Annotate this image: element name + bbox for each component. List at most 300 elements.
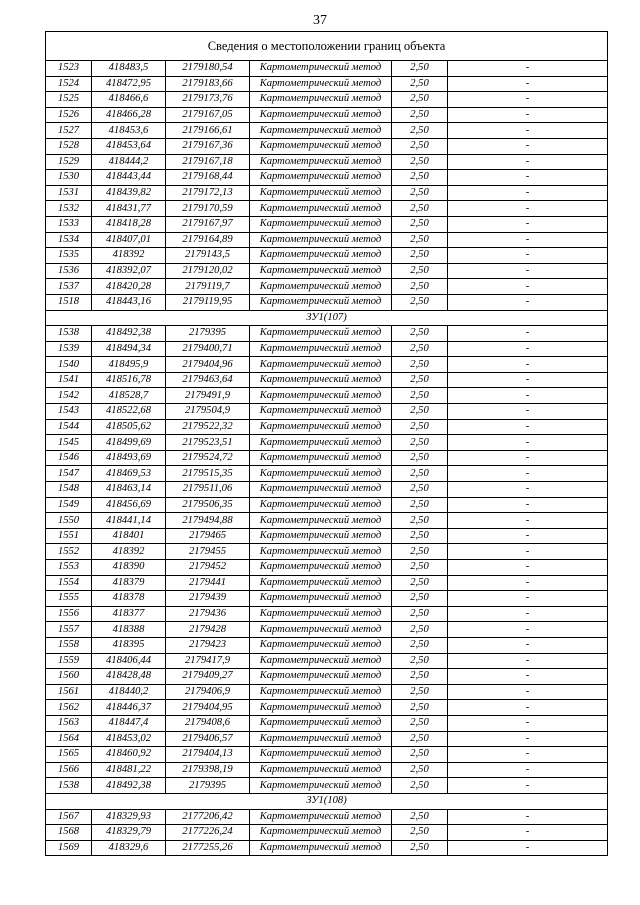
x-coordinate-cell: 418443,44 (92, 170, 166, 186)
point-number-cell: 1529 (46, 154, 92, 170)
y-coordinate-cell: 2179515,35 (166, 466, 250, 482)
table-row (46, 61, 608, 77)
table-row (46, 263, 608, 279)
x-coordinate-cell: 418407,01 (92, 232, 166, 248)
x-coordinate-cell: 418329,79 (92, 825, 166, 841)
note-cell: - (448, 840, 608, 856)
y-coordinate-cell: 2179406,9 (166, 684, 250, 700)
x-coordinate-cell: 418493,69 (92, 450, 166, 466)
table-row (46, 248, 608, 264)
accuracy-cell: 2,50 (392, 263, 448, 279)
x-coordinate-cell: 418418,28 (92, 216, 166, 232)
note-cell: - (448, 326, 608, 342)
point-number-cell: 1564 (46, 731, 92, 747)
x-coordinate-cell: 418441,14 (92, 513, 166, 529)
x-coordinate-cell: 418428,48 (92, 669, 166, 685)
point-number-cell: 1569 (46, 840, 92, 856)
accuracy-cell: 2,50 (392, 61, 448, 77)
accuracy-cell: 2,50 (392, 622, 448, 638)
x-coordinate-cell: 418516,78 (92, 372, 166, 388)
method-cell: Картометрический метод (250, 606, 392, 622)
method-cell: Картометрический метод (250, 637, 392, 653)
note-cell: - (448, 154, 608, 170)
point-number-cell: 1538 (46, 326, 92, 342)
y-coordinate-cell: 2179455 (166, 544, 250, 560)
table-row (46, 294, 608, 310)
note-cell: - (448, 669, 608, 685)
point-number-cell: 1525 (46, 92, 92, 108)
y-coordinate-cell: 2179491,9 (166, 388, 250, 404)
table-row (46, 513, 608, 529)
table-row (46, 653, 608, 669)
note-cell: - (448, 637, 608, 653)
table-row (46, 201, 608, 217)
table-row (46, 388, 608, 404)
method-cell: Картометрический метод (250, 762, 392, 778)
note-cell: - (448, 232, 608, 248)
table-row (46, 731, 608, 747)
x-coordinate-cell: 418495,9 (92, 357, 166, 373)
accuracy-cell: 2,50 (392, 606, 448, 622)
point-number-cell: 1568 (46, 825, 92, 841)
method-cell: Картометрический метод (250, 482, 392, 498)
y-coordinate-cell: 2179452 (166, 560, 250, 576)
method-cell: Картометрический метод (250, 341, 392, 357)
point-number-cell: 1563 (46, 715, 92, 731)
y-coordinate-cell: 2179441 (166, 575, 250, 591)
accuracy-cell: 2,50 (392, 388, 448, 404)
note-cell: - (448, 747, 608, 763)
point-number-cell: 1545 (46, 435, 92, 451)
note-cell: - (448, 762, 608, 778)
x-coordinate-cell: 418472,95 (92, 76, 166, 92)
note-cell: - (448, 715, 608, 731)
y-coordinate-cell: 2179166,61 (166, 123, 250, 139)
accuracy-cell: 2,50 (392, 669, 448, 685)
x-coordinate-cell: 418439,82 (92, 185, 166, 201)
note-cell: - (448, 653, 608, 669)
y-coordinate-cell: 2179436 (166, 606, 250, 622)
accuracy-cell: 2,50 (392, 404, 448, 420)
accuracy-cell: 2,50 (392, 560, 448, 576)
accuracy-cell: 2,50 (392, 809, 448, 825)
x-coordinate-cell: 418377 (92, 606, 166, 622)
table-row (46, 357, 608, 373)
accuracy-cell: 2,50 (392, 357, 448, 373)
table-row (46, 575, 608, 591)
y-coordinate-cell: 2177206,42 (166, 809, 250, 825)
accuracy-cell: 2,50 (392, 341, 448, 357)
accuracy-cell: 2,50 (392, 653, 448, 669)
point-number-cell: 1528 (46, 138, 92, 154)
x-coordinate-cell: 418492,38 (92, 778, 166, 794)
method-cell: Картометрический метод (250, 419, 392, 435)
y-coordinate-cell: 2177226,24 (166, 825, 250, 841)
note-cell: - (448, 482, 608, 498)
note-cell: - (448, 107, 608, 123)
y-coordinate-cell: 2179119,7 (166, 279, 250, 295)
note-cell: - (448, 528, 608, 544)
x-coordinate-cell: 418431,77 (92, 201, 166, 217)
method-cell: Картометрический метод (250, 404, 392, 420)
y-coordinate-cell: 2179404,95 (166, 700, 250, 716)
method-cell: Картометрический метод (250, 92, 392, 108)
y-coordinate-cell: 2179167,18 (166, 154, 250, 170)
point-number-cell: 1523 (46, 61, 92, 77)
accuracy-cell: 2,50 (392, 575, 448, 591)
y-coordinate-cell: 2179439 (166, 591, 250, 607)
x-coordinate-cell: 418440,2 (92, 684, 166, 700)
x-coordinate-cell: 418420,28 (92, 279, 166, 295)
boundary-coordinates-table (45, 31, 608, 856)
method-cell: Картометрический метод (250, 731, 392, 747)
point-number-cell: 1526 (46, 107, 92, 123)
point-number-cell: 1544 (46, 419, 92, 435)
method-cell: Картометрический метод (250, 622, 392, 638)
method-cell: Картометрический метод (250, 684, 392, 700)
accuracy-cell: 2,50 (392, 637, 448, 653)
y-coordinate-cell: 2179465 (166, 528, 250, 544)
y-coordinate-cell: 2179395 (166, 778, 250, 794)
table-row (46, 606, 608, 622)
note-cell: - (448, 622, 608, 638)
note-cell: - (448, 263, 608, 279)
x-coordinate-cell: 418466,6 (92, 92, 166, 108)
accuracy-cell: 2,50 (392, 513, 448, 529)
method-cell: Картометрический метод (250, 232, 392, 248)
point-number-cell: 1531 (46, 185, 92, 201)
accuracy-cell: 2,50 (392, 279, 448, 295)
method-cell: Картометрический метод (250, 466, 392, 482)
accuracy-cell: 2,50 (392, 92, 448, 108)
point-number-cell: 1543 (46, 404, 92, 420)
page-number: 37 (313, 13, 327, 28)
note-cell: - (448, 294, 608, 310)
y-coordinate-cell: 2179120,02 (166, 263, 250, 279)
x-coordinate-cell: 418444,2 (92, 154, 166, 170)
point-number-cell: 1566 (46, 762, 92, 778)
y-coordinate-cell: 2179408,6 (166, 715, 250, 731)
accuracy-cell: 2,50 (392, 138, 448, 154)
accuracy-cell: 2,50 (392, 482, 448, 498)
note-cell: - (448, 341, 608, 357)
method-cell: Картометрический метод (250, 279, 392, 295)
note-cell: - (448, 591, 608, 607)
note-cell: - (448, 513, 608, 529)
point-number-cell: 1556 (46, 606, 92, 622)
accuracy-cell: 2,50 (392, 419, 448, 435)
table-row (46, 482, 608, 498)
table-row (46, 404, 608, 420)
note-cell: - (448, 544, 608, 560)
note-cell: - (448, 404, 608, 420)
point-number-cell: 1559 (46, 653, 92, 669)
point-number-cell: 1533 (46, 216, 92, 232)
method-cell: Картометрический метод (250, 388, 392, 404)
y-coordinate-cell: 2179164,89 (166, 232, 250, 248)
point-number-cell: 1551 (46, 528, 92, 544)
point-number-cell: 1558 (46, 637, 92, 653)
x-coordinate-cell: 418528,7 (92, 388, 166, 404)
method-cell: Картометрический метод (250, 840, 392, 856)
note-cell: - (448, 450, 608, 466)
table-row (46, 450, 608, 466)
y-coordinate-cell: 2179170,59 (166, 201, 250, 217)
point-number-cell: 1550 (46, 513, 92, 529)
table-row (46, 747, 608, 763)
point-number-cell: 1532 (46, 201, 92, 217)
y-coordinate-cell: 2179504,9 (166, 404, 250, 420)
method-cell: Картометрический метод (250, 123, 392, 139)
table-row (46, 216, 608, 232)
y-coordinate-cell: 2179183,66 (166, 76, 250, 92)
point-number-cell: 1518 (46, 294, 92, 310)
point-number-cell: 1530 (46, 170, 92, 186)
method-cell: Картометрический метод (250, 170, 392, 186)
note-cell: - (448, 76, 608, 92)
method-cell: Картометрический метод (250, 154, 392, 170)
table-row (46, 622, 608, 638)
note-cell: - (448, 372, 608, 388)
table-row (46, 637, 608, 653)
note-cell: - (448, 138, 608, 154)
method-cell: Картометрический метод (250, 138, 392, 154)
accuracy-cell: 2,50 (392, 466, 448, 482)
note-cell: - (448, 419, 608, 435)
point-number-cell: 1536 (46, 263, 92, 279)
note-cell: - (448, 684, 608, 700)
x-coordinate-cell: 418456,69 (92, 497, 166, 513)
method-cell: Картометрический метод (250, 61, 392, 77)
point-number-cell: 1552 (46, 544, 92, 560)
y-coordinate-cell: 2179173,76 (166, 92, 250, 108)
x-coordinate-cell: 418494,34 (92, 341, 166, 357)
table-row (46, 123, 608, 139)
method-cell: Картометрический метод (250, 575, 392, 591)
x-coordinate-cell: 418392 (92, 544, 166, 560)
y-coordinate-cell: 2179168,44 (166, 170, 250, 186)
note-cell: - (448, 435, 608, 451)
accuracy-cell: 2,50 (392, 591, 448, 607)
table-row (46, 544, 608, 560)
table-row (46, 419, 608, 435)
y-coordinate-cell: 2179428 (166, 622, 250, 638)
x-coordinate-cell: 418481,22 (92, 762, 166, 778)
point-number-cell: 1541 (46, 372, 92, 388)
table-row (46, 560, 608, 576)
y-coordinate-cell: 2179522,32 (166, 419, 250, 435)
x-coordinate-cell: 418499,69 (92, 435, 166, 451)
point-number-cell: 1542 (46, 388, 92, 404)
accuracy-cell: 2,50 (392, 326, 448, 342)
x-coordinate-cell: 418378 (92, 591, 166, 607)
x-coordinate-cell: 418453,6 (92, 123, 166, 139)
table-row (46, 107, 608, 123)
point-number-cell: 1561 (46, 684, 92, 700)
method-cell: Картометрический метод (250, 653, 392, 669)
accuracy-cell: 2,50 (392, 528, 448, 544)
x-coordinate-cell: 418446,37 (92, 700, 166, 716)
note-cell: - (448, 92, 608, 108)
method-cell: Картометрический метод (250, 497, 392, 513)
y-coordinate-cell: 2179423 (166, 637, 250, 653)
table-body (46, 32, 608, 856)
table-row (46, 669, 608, 685)
point-number-cell: 1554 (46, 575, 92, 591)
x-coordinate-cell: 418453,02 (92, 731, 166, 747)
note-cell: - (448, 170, 608, 186)
x-coordinate-cell: 418406,44 (92, 653, 166, 669)
y-coordinate-cell: 2179143,5 (166, 248, 250, 264)
point-number-cell: 1549 (46, 497, 92, 513)
y-coordinate-cell: 2179511,06 (166, 482, 250, 498)
point-number-cell: 1534 (46, 232, 92, 248)
point-number-cell: 1538 (46, 778, 92, 794)
method-cell: Картометрический метод (250, 513, 392, 529)
accuracy-cell: 2,50 (392, 715, 448, 731)
x-coordinate-cell: 418483,5 (92, 61, 166, 77)
x-coordinate-cell: 418388 (92, 622, 166, 638)
note-cell: - (448, 248, 608, 264)
point-number-cell: 1560 (46, 669, 92, 685)
table-row (46, 154, 608, 170)
x-coordinate-cell: 418453,64 (92, 138, 166, 154)
accuracy-cell: 2,50 (392, 154, 448, 170)
note-cell: - (448, 357, 608, 373)
method-cell: Картометрический метод (250, 715, 392, 731)
point-number-cell: 1548 (46, 482, 92, 498)
note-cell: - (448, 388, 608, 404)
y-coordinate-cell: 2179395 (166, 326, 250, 342)
table-row (46, 466, 608, 482)
y-coordinate-cell: 2177255,26 (166, 840, 250, 856)
accuracy-cell: 2,50 (392, 747, 448, 763)
note-cell: - (448, 497, 608, 513)
table-row (46, 497, 608, 513)
point-number-cell: 1562 (46, 700, 92, 716)
point-number-cell: 1546 (46, 450, 92, 466)
y-coordinate-cell: 2179409,27 (166, 669, 250, 685)
y-coordinate-cell: 2179119,95 (166, 294, 250, 310)
note-cell: - (448, 700, 608, 716)
table-row (46, 185, 608, 201)
y-coordinate-cell: 2179180,54 (166, 61, 250, 77)
table-row (46, 372, 608, 388)
y-coordinate-cell: 2179506,35 (166, 497, 250, 513)
method-cell: Картометрический метод (250, 700, 392, 716)
note-cell: - (448, 201, 608, 217)
note-cell: - (448, 216, 608, 232)
accuracy-cell: 2,50 (392, 840, 448, 856)
method-cell: Картометрический метод (250, 357, 392, 373)
x-coordinate-cell: 418401 (92, 528, 166, 544)
method-cell: Картометрический метод (250, 76, 392, 92)
accuracy-cell: 2,50 (392, 76, 448, 92)
method-cell: Картометрический метод (250, 201, 392, 217)
note-cell: - (448, 606, 608, 622)
section-title: ЗУ1(107) (46, 310, 608, 326)
method-cell: Картометрический метод (250, 107, 392, 123)
table-row (46, 778, 608, 794)
point-number-cell: 1539 (46, 341, 92, 357)
accuracy-cell: 2,50 (392, 497, 448, 513)
x-coordinate-cell: 418460,92 (92, 747, 166, 763)
x-coordinate-cell: 418329,93 (92, 809, 166, 825)
method-cell: Картометрический метод (250, 372, 392, 388)
note-cell: - (448, 560, 608, 576)
y-coordinate-cell: 2179523,51 (166, 435, 250, 451)
x-coordinate-cell: 418447,4 (92, 715, 166, 731)
note-cell: - (448, 61, 608, 77)
table-row (46, 591, 608, 607)
point-number-cell: 1565 (46, 747, 92, 763)
section-header-row (46, 310, 608, 326)
x-coordinate-cell: 418392 (92, 248, 166, 264)
method-cell: Картометрический метод (250, 326, 392, 342)
accuracy-cell: 2,50 (392, 107, 448, 123)
table-row (46, 528, 608, 544)
method-cell: Картометрический метод (250, 747, 392, 763)
note-cell: - (448, 809, 608, 825)
note-cell: - (448, 279, 608, 295)
accuracy-cell: 2,50 (392, 170, 448, 186)
table-row (46, 825, 608, 841)
accuracy-cell: 2,50 (392, 700, 448, 716)
y-coordinate-cell: 2179406,57 (166, 731, 250, 747)
x-coordinate-cell: 418392,07 (92, 263, 166, 279)
table-row (46, 684, 608, 700)
x-coordinate-cell: 418443,16 (92, 294, 166, 310)
table-row (46, 232, 608, 248)
table-row (46, 840, 608, 856)
accuracy-cell: 2,50 (392, 201, 448, 217)
table-row (46, 170, 608, 186)
accuracy-cell: 2,50 (392, 435, 448, 451)
point-number-cell: 1547 (46, 466, 92, 482)
x-coordinate-cell: 418466,28 (92, 107, 166, 123)
section-header-row (46, 793, 608, 809)
method-cell: Картометрический метод (250, 591, 392, 607)
x-coordinate-cell: 418329,6 (92, 840, 166, 856)
y-coordinate-cell: 2179167,97 (166, 216, 250, 232)
method-cell: Картометрический метод (250, 185, 392, 201)
accuracy-cell: 2,50 (392, 778, 448, 794)
method-cell: Картометрический метод (250, 294, 392, 310)
accuracy-cell: 2,50 (392, 185, 448, 201)
y-coordinate-cell: 2179404,96 (166, 357, 250, 373)
note-cell: - (448, 185, 608, 201)
table-row (46, 700, 608, 716)
x-coordinate-cell: 418463,14 (92, 482, 166, 498)
y-coordinate-cell: 2179494,88 (166, 513, 250, 529)
x-coordinate-cell: 418505,62 (92, 419, 166, 435)
table-row (46, 715, 608, 731)
table-title: Сведения о местоположении границ объекта (46, 32, 608, 61)
table-row (46, 341, 608, 357)
table-row (46, 326, 608, 342)
accuracy-cell: 2,50 (392, 825, 448, 841)
note-cell: - (448, 123, 608, 139)
y-coordinate-cell: 2179172,13 (166, 185, 250, 201)
method-cell: Картометрический метод (250, 825, 392, 841)
method-cell: Картометрический метод (250, 809, 392, 825)
table-row (46, 809, 608, 825)
x-coordinate-cell: 418395 (92, 637, 166, 653)
x-coordinate-cell: 418390 (92, 560, 166, 576)
accuracy-cell: 2,50 (392, 123, 448, 139)
method-cell: Картометрический метод (250, 544, 392, 560)
x-coordinate-cell: 418522,68 (92, 404, 166, 420)
